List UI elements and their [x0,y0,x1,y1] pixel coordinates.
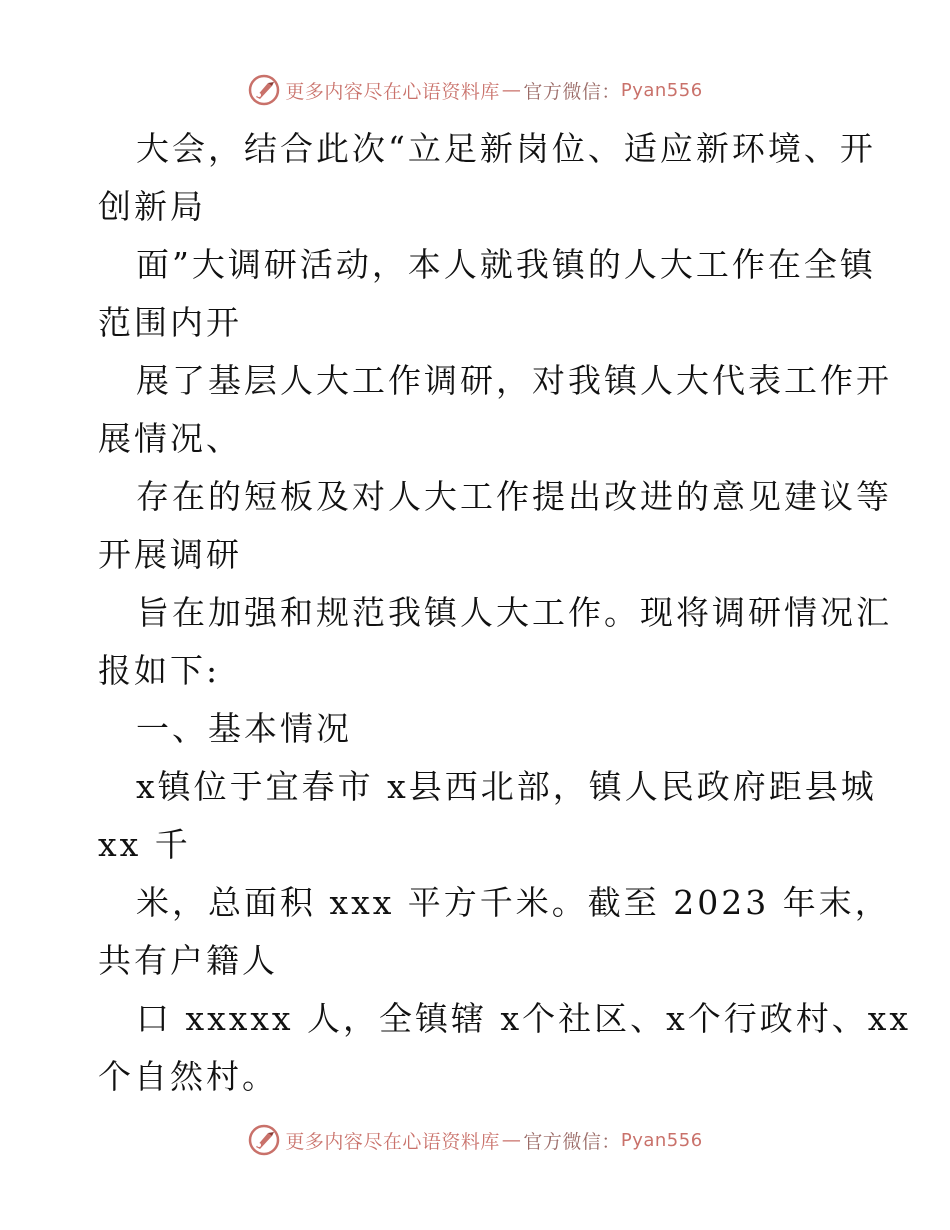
document-line: 存在的短板及对人大工作提出改进的意见建议等 [136,477,892,516]
watermark-brand: 更多内容尽在心语资料库 [285,1130,500,1153]
document-body [98,120,911,1106]
document-line: xx 千 [98,825,191,864]
header-watermark [0,70,950,110]
watermark-separator: — [501,1129,522,1151]
pen-circle-logo-icon [247,1123,281,1157]
document-line: 口 xxxxx 人，全镇辖 x个社区、x个行政村、xx [136,999,911,1038]
watermark-wechat-label: 官方微信： [523,1130,621,1153]
document-line: 创新局 [98,187,206,226]
footer-watermark [0,1120,950,1160]
watermark-wechat-label: 官方微信： [523,80,621,103]
document-line: 展情况、 [98,419,242,458]
document-line: x镇位于宜春市 x县西北部，镇人民政府距县城 [136,767,877,806]
document-line: 面”大调研活动，本人就我镇的人大工作在全镇 [136,245,876,284]
watermark-wechat-id: Pyan556 [620,1129,703,1151]
pen-circle-logo-icon [247,73,281,107]
document-line: 旨在加强和规范我镇人大工作。现将调研情况汇 [136,593,892,632]
document-line: 共有户籍人 [98,941,278,980]
document-line: 大会，结合此次“立足新岗位、适应新环境、开 [136,129,876,168]
document-line: 米，总面积 xxx 平方千米。截至 2023 年末， [136,883,891,922]
document-line: 一、基本情况 [136,709,352,748]
watermark-brand: 更多内容尽在心语资料库 [285,80,500,103]
document-line: 报如下: [98,651,221,690]
document-line: 开展调研 [98,535,242,574]
document-line: 范围内开 [98,303,242,342]
document-line: 个自然村。 [98,1057,278,1096]
document-line: 展了基层人大工作调研，对我镇人大代表工作开 [136,361,892,400]
watermark-wechat-id: Pyan556 [620,79,703,101]
watermark-separator: — [501,79,522,101]
